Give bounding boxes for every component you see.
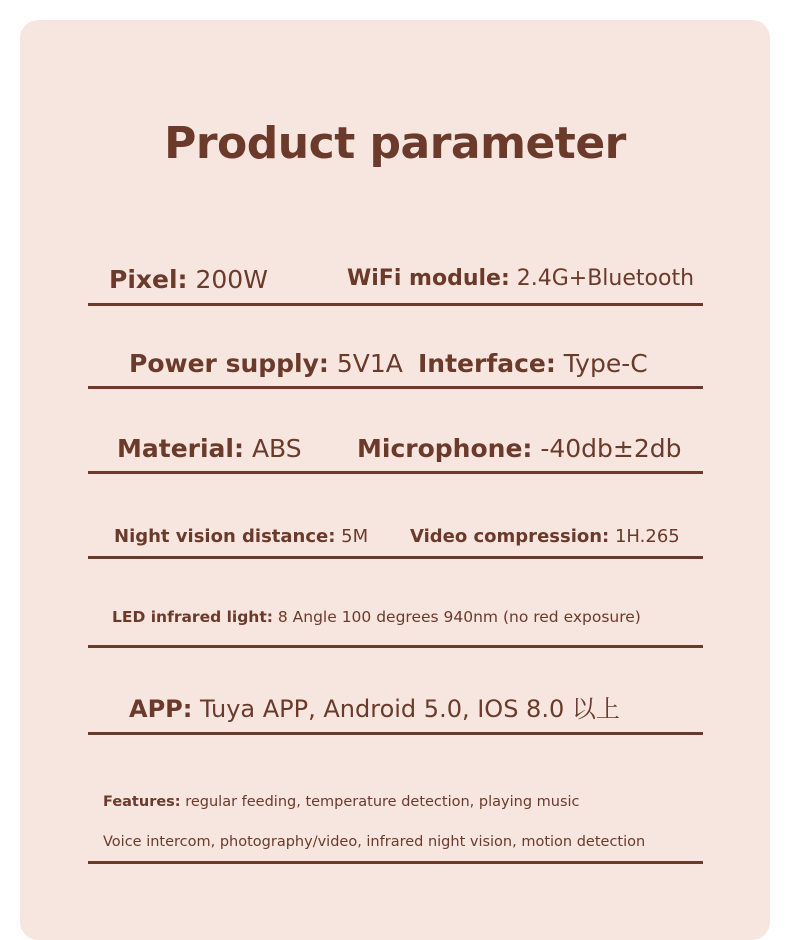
app-value: Tuya APP, Android 5.0, IOS 8.0 以上 (192, 694, 620, 723)
microphone-param (357, 434, 682, 463)
divider-line (88, 386, 703, 389)
param-row-material-microphone (88, 430, 703, 466)
features-label: Features: (103, 794, 181, 810)
interface-label: Interface: (418, 348, 556, 378)
video-compression-label: Video compression: (410, 525, 610, 547)
param-row-pixel-wifi (88, 262, 703, 296)
param-row-features (88, 790, 703, 814)
param-row-led (88, 604, 703, 630)
night-vision-value: 5M (335, 525, 369, 547)
divider-line (88, 556, 703, 559)
material-label: Material: (117, 433, 244, 463)
interface-param (418, 349, 648, 378)
param-row-night-video (88, 522, 703, 550)
app-param (129, 689, 620, 724)
divider-line (88, 303, 703, 306)
material-value: ABS (244, 433, 302, 463)
page-title: Product parameter (164, 118, 626, 169)
app-label: APP: (129, 694, 193, 723)
pixel-param (109, 265, 268, 294)
led-infrared-param (112, 608, 641, 626)
divider-line (88, 471, 703, 474)
param-row-features-line2 (88, 830, 703, 854)
pixel-label: Pixel: (109, 264, 188, 294)
wifi-module-param (347, 266, 694, 291)
param-row-app (88, 688, 703, 724)
param-row-power-interface (88, 345, 703, 381)
divider-line (88, 861, 703, 864)
features-param (103, 794, 580, 810)
night-vision-label: Night vision distance: (114, 525, 336, 547)
interface-value: Type-C (555, 348, 648, 378)
features-line2: Voice intercom, photography/video, infrared night vision, motion detection (103, 834, 646, 850)
divider-line (88, 645, 703, 648)
microphone-label: Microphone: (357, 433, 533, 463)
led-infrared-label: LED infrared light: (112, 608, 273, 626)
wifi-module-label: WiFi module: (347, 266, 510, 291)
power-supply-value: 5V1A (328, 348, 403, 378)
divider-line (88, 732, 703, 735)
wifi-module-value: 2.4G+Bluetooth (509, 266, 695, 291)
pixel-value: 200W (187, 264, 268, 294)
video-compression-value: 1H.265 (609, 525, 680, 547)
microphone-value: -40db±2db (532, 433, 682, 463)
power-supply-param (129, 349, 403, 378)
power-supply-label: Power supply: (129, 348, 329, 378)
material-param (117, 434, 302, 463)
video-compression-param (410, 526, 680, 547)
led-infrared-value: 8 Angle 100 degrees 940nm (no red exposure) (272, 608, 641, 626)
features-value: regular feeding, temperature detection, playing music (180, 794, 580, 810)
night-vision-param (114, 526, 368, 547)
